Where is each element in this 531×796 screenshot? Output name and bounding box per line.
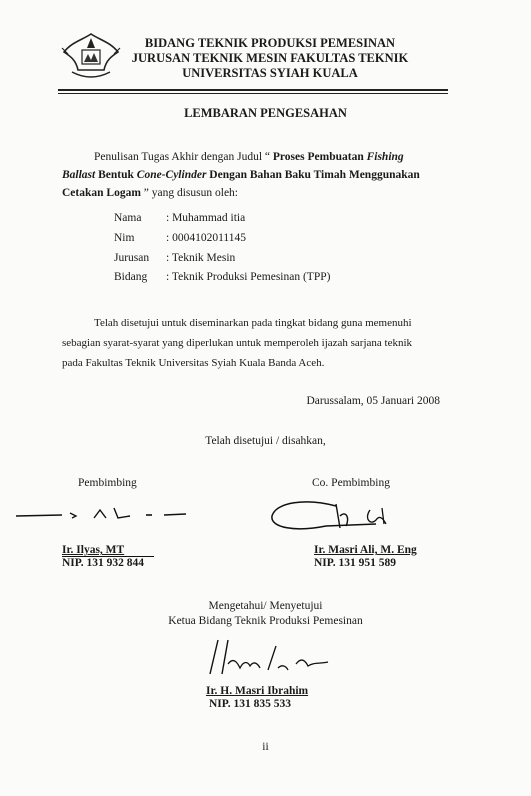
co-advisor-signature-mark [266,496,416,540]
head-signature-mark [196,634,346,680]
header-line-1: BIDANG TEKNIK PRODUKSI PEMESINAN [144,36,396,50]
advisor-name: Ir. Ilyas, MT [62,544,125,556]
page-title: LEMBARAN PENGESAHAN [184,106,347,120]
advisor-signature [14,500,194,530]
field-row-nim [114,232,414,244]
place-date: Darussalam, 05 Januari 2008 [306,395,440,407]
advisor-signature-mark [14,500,194,530]
co-advisor-nip: NIP. 131 951 589 [314,557,396,569]
co-advisor-name: Ir. Masri Ali, M. Eng [314,544,417,556]
acknowledgement-line-2: Ketua Bidang Teknik Produksi Pemesinan [168,615,363,627]
intro-tail: ” yang disusun oleh: [140,187,239,199]
thesis-title-part-4: Bentuk [95,169,137,181]
advisor-nip: NIP. 131 932 844 [62,557,144,569]
field-value: : Teknik Produksi Pemesinan (TPP) [166,271,331,283]
field-label: Nim [114,232,135,244]
header-line-2: JURUSAN TEKNIK MESIN FAKULTAS TEKNIK [131,51,409,65]
field-label: Nama [114,212,142,224]
institution-header [110,36,430,81]
acknowledgement-line-1: Mengetahui/ Menyetujui [208,600,323,612]
thesis-title-part-5: Cone-Cylinder [136,169,207,181]
header-divider-thin [58,93,448,94]
advisor-role: Pembimbing [78,477,137,489]
head-signature [196,634,346,680]
field-value: : Teknik Mesin [166,252,236,264]
thesis-title-part-3: Ballast [62,169,96,181]
header-divider [58,89,448,91]
approval-paragraph [62,313,452,373]
thesis-title-part-6: Dengan Bahan Baku Timah Menggunakan [206,169,420,181]
page-number: ii [262,741,269,753]
field-row-jurusan [114,252,414,264]
field-row-nama [114,212,414,224]
field-label: Bidang [114,271,148,283]
field-label: Jurusan [114,252,150,264]
thesis-title-part-7: Cetakan Logam [62,187,141,199]
co-advisor-signature [266,496,416,540]
field-value: : Muhammad itia [166,212,246,224]
header-line-3: UNIVERSITAS SYIAH KUALA [182,66,358,80]
head-nip: NIP. 131 835 533 [209,698,291,710]
paragraph-line-3: pada Fakultas Teknik Universitas Syiah Kuala Banda Aceh. [62,357,325,369]
field-row-bidang [114,271,434,283]
intro-paragraph [62,148,448,202]
paragraph-line-1: Telah disetujui untuk diseminarkan pada tingkat bidang guna memenuhi [94,317,412,329]
paragraph-line-2: sebagian syarat-syarat yang diperlukan untuk memperoleh ijazah sarjana teknik [62,337,413,349]
approved-label: Telah disetujui / disahkan, [205,435,326,447]
field-value: : 0004102011145 [166,232,246,244]
head-name: Ir. H. Masri Ibrahim [206,685,309,697]
thesis-title-part-1: Proses Pembuatan [272,151,367,163]
thesis-title-part-2: Fishing [366,151,404,163]
co-advisor-role: Co. Pembimbing [312,477,390,489]
intro-lead: Penulisan Tugas Akhir dengan Judul “ [94,151,273,163]
